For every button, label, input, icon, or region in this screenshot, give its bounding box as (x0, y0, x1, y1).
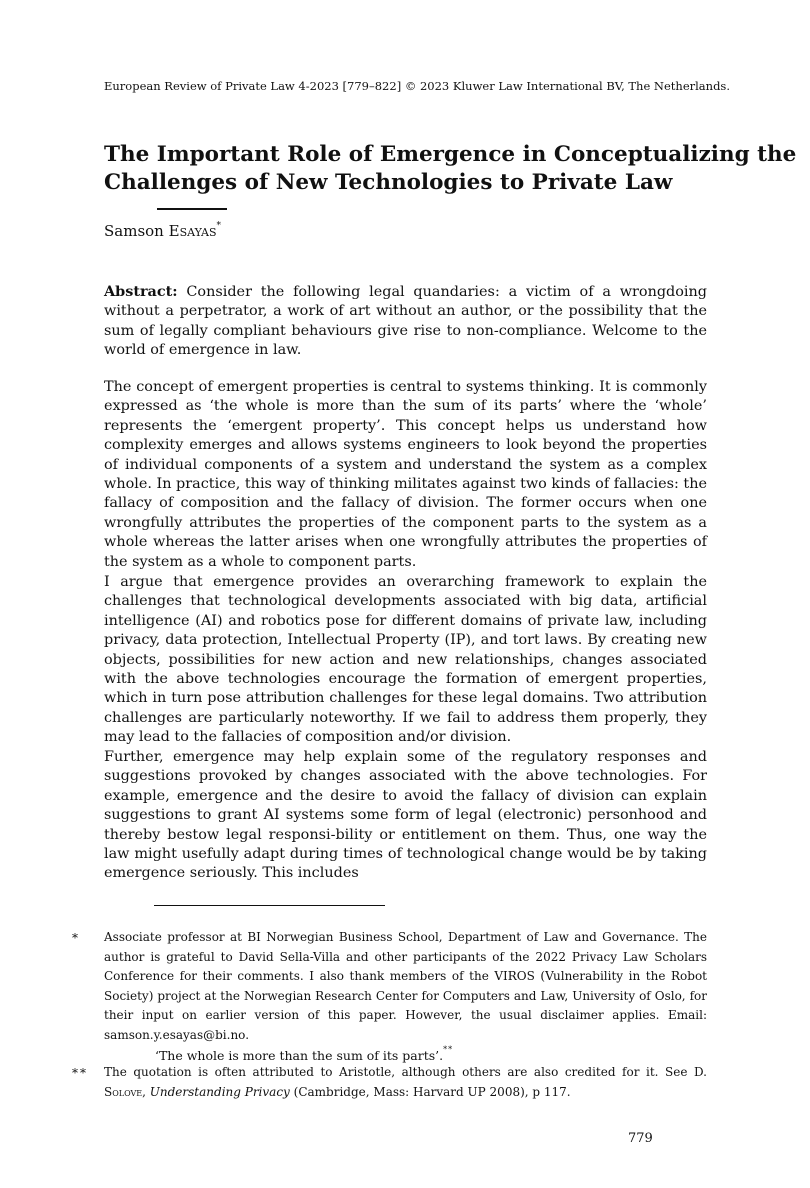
footnote-quotation-source (104, 1063, 707, 1102)
article-title (104, 141, 797, 197)
author-surname: Esayas (168, 222, 217, 240)
epigraph-footnote-marker: ** (443, 1045, 454, 1054)
title-rule (157, 208, 227, 210)
epigraph-quote (155, 1043, 453, 1065)
article-title-line-1: The Important Role of Emergence in Conceptualizing the (104, 142, 797, 167)
footnote-marker: ** (72, 1066, 88, 1080)
footnote-text: The quotation is often attributed to Aristotle, although others are also credited for it. See D. (104, 1065, 707, 1079)
citation-details: (Cambridge, Mass: Harvard UP 2008), p 117. (289, 1084, 571, 1099)
body-paragraph: Further, emergence may help explain some of the regulatory responses and suggestions provoked by changes associated with the above technologies. For example, emergence and the desire to avoid the fallacy of division can explain suggestions to grant AI systems some form of legal (electronic) personhood and thereby bestow legal responsi-bility or entitlement on them. Thus, one way the law might usefully adapt during times of technological change would be by taking emergence seriously. This includes (104, 749, 707, 882)
running-header: European Review of Private Law 4-2023 [779–822] © 2023 Kluwer Law International BV, The Netherlands. (104, 79, 730, 93)
cited-book-title: Understanding Privacy (149, 1084, 290, 1099)
citation-separator: , (142, 1084, 150, 1099)
cited-author: Solove (104, 1084, 143, 1099)
article-title-line-2: Challenges of New Technologies to Private Law (104, 170, 673, 195)
abstract-label: Abstract: (104, 283, 178, 300)
epigraph-text: ‘The whole is more than the sum of its parts’. (155, 1048, 444, 1064)
body-paragraph: I argue that emergence provides an overarching framework to explain the challenges that technological developments associated with big data, artificial intelligence (AI) and robotics pose for different domains of private law, including privacy, data protection, Intellectual Property (IP), and tort laws. By creating new objects, possibilities for new action and new relationships, changes associated with the above technologies encourage the formation of emergent properties, which in turn pose attribution challenges for these legal domains. Two attribution challenges are particularly noteworthy. If we fail to address them properly, they may lead to the fallacies of composition and/or division. (104, 574, 707, 746)
footnote-marker: * (72, 931, 78, 945)
page-number: 779 (628, 1131, 653, 1146)
author-given-name: Samson (104, 222, 164, 240)
body-paragraph: The concept of emergent properties is central to systems thinking. It is commonly expressed as ‘the whole is more than the sum of its parts’ where the ‘whole’ represents the ‘emergent property’. This concept helps us understand how complexity emerges and allows systems engineers to look beyond the properties of individual components of a system and understand the system as a complex whole. In practice, this way of thinking militates against two kinds of fallacies: the fallacy of composition and the fallacy of division. The former occurs when one wrongfully attributes the properties of the component parts to the system as a whole whereas the latter arises when one wrongfully attributes the properties of the system as a whole to component parts. (104, 379, 707, 570)
abstract (104, 282, 707, 361)
author-footnote-marker: * (216, 221, 221, 231)
footnote-separator (154, 905, 385, 906)
author-line (104, 219, 221, 240)
abstract-text: Consider the following legal quandaries: a victim of a wrongdoing without a perpetrator, a work of art without an author, or the possibility that the sum of legally compliant behaviours give rise to non-compliance. Welcome to the world of emergence in law. (104, 284, 708, 359)
footnote-author-affiliation: Associate professor at BI Norwegian Business School, Department of Law and Governance. The author is grateful to David Sella-Villa and other participants of the 2022 Privacy Law Scholars Conference for their comments. I also thank members of the VIROS (Vulnerability in the Robot Society) project at the Norwegian Research Center for Computers and Law, University of Oslo, for their input on earlier version of this paper. However, the usual disclaimer applies. Email: samson.y.esayas@bi.no. (104, 930, 707, 1042)
